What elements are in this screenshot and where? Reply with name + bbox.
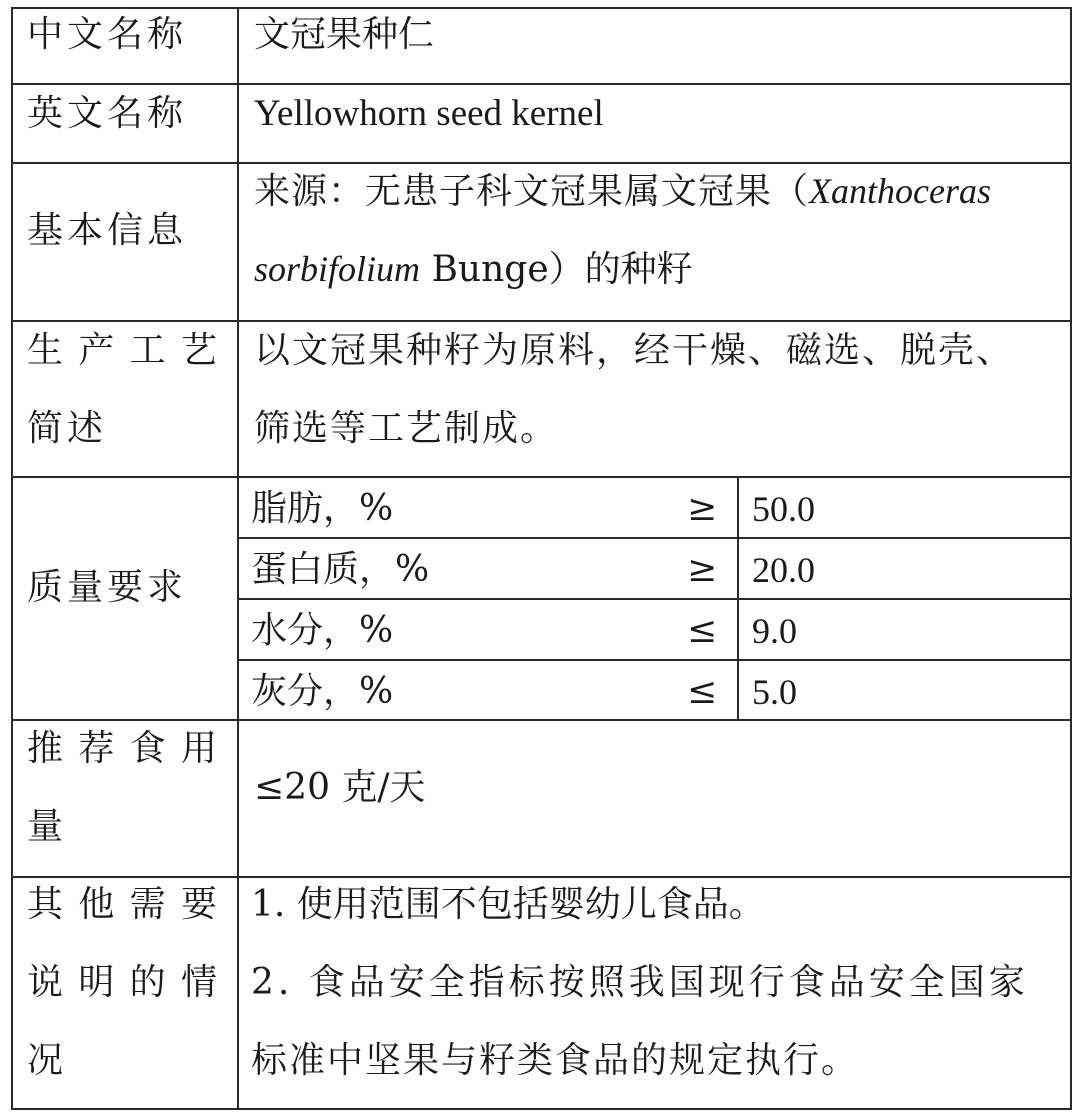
quality-row-divider [238, 598, 1072, 600]
dosage-label-char: 推 [27, 728, 64, 769]
dosage-label-line1 [27, 728, 217, 769]
gte-operator: ≥ [687, 488, 718, 529]
process-label-line2: 简述 [27, 408, 108, 449]
quality-label: 质量要求 [27, 567, 188, 608]
dosage-value: ≤20 克/天 [254, 767, 426, 808]
table-border-bottom [11, 1108, 1072, 1110]
process-text-line1: 以文冠果种籽为原料，经干燥、磁选、脱壳、 [254, 330, 1015, 371]
quality-row-divider [238, 537, 1072, 539]
other-label-char: 说 [27, 962, 64, 1003]
quality-item-value: 9.0 [752, 611, 797, 651]
process-label-char: 生 [27, 330, 64, 371]
other-note-1: 1. 使用范围不包括婴幼儿食品。 [251, 884, 765, 925]
basic-info-line1 [254, 173, 991, 210]
other-label-char: 他 [78, 884, 115, 925]
other-label-char: 的 [129, 962, 166, 1003]
lte-operator: ≤ [687, 671, 718, 712]
species-epithet: sorbifolium [254, 249, 421, 289]
quality-item-value: 5.0 [752, 672, 797, 712]
quality-item-value: 20.0 [752, 550, 815, 590]
other-label-char: 明 [78, 962, 115, 1003]
other-label-char: 其 [27, 884, 64, 925]
other-label-line3: 况 [27, 1040, 68, 1081]
en-name-label: 英文名称 [27, 93, 188, 134]
dosage-label-char: 荐 [78, 728, 115, 769]
table-border-right [1070, 7, 1072, 1110]
quality-item-name: 灰分，% [251, 671, 394, 712]
quality-item-name: 蛋白质，% [251, 549, 430, 590]
other-label-line2 [27, 962, 217, 1003]
process-label-line1 [27, 330, 217, 371]
table-border-top [11, 7, 1072, 9]
quality-value-divider [737, 476, 739, 720]
process-label-char: 产 [78, 330, 115, 371]
table-border-left [11, 7, 13, 1110]
gte-operator: ≥ [687, 549, 718, 590]
row-divider [11, 320, 1072, 322]
basic-info-source-text: 来源：无患子科文冠果属文冠果（ [254, 171, 810, 212]
other-note-2-cont: 标准中坚果与籽类食品的规定执行。 [251, 1040, 860, 1081]
basic-info-line2 [254, 251, 693, 288]
basic-info-authority-text: Bunge）的种籽 [420, 249, 693, 290]
other-label-line1 [27, 884, 217, 925]
quality-item-name: 水分，% [251, 610, 394, 651]
row-divider [11, 876, 1072, 878]
row-divider [11, 162, 1072, 164]
other-label-char: 情 [180, 962, 217, 1003]
other-label-char: 需 [129, 884, 166, 925]
cn-name-label: 中文名称 [27, 14, 188, 55]
spec-table [11, 7, 1072, 1110]
dosage-label-line2: 量 [27, 806, 68, 847]
quality-item-name: 脂肪，% [251, 488, 394, 529]
dosage-label-char: 食 [129, 728, 166, 769]
dosage-label-char: 用 [180, 728, 217, 769]
row-divider [11, 476, 1072, 478]
en-name-value: Yellowhorn seed kernel [254, 93, 604, 134]
species-genus: Xanthoceras [809, 171, 991, 211]
row-divider [11, 83, 1072, 85]
other-note-2: 2. 食品安全指标按照我国现行食品安全国家 [251, 962, 1029, 1003]
row-divider [11, 719, 1072, 721]
quality-row-divider [238, 659, 1072, 661]
basic-info-label: 基本信息 [27, 210, 188, 251]
process-label-char: 工 [129, 330, 166, 371]
process-text-line2: 筛选等工艺制成。 [254, 408, 559, 449]
other-label-char: 要 [180, 884, 217, 925]
column-divider [237, 7, 239, 1110]
cn-name-value: 文冠果种仁 [254, 14, 435, 55]
quality-item-value: 50.0 [752, 489, 815, 529]
lte-operator: ≤ [687, 610, 718, 651]
process-label-char: 艺 [180, 330, 217, 371]
